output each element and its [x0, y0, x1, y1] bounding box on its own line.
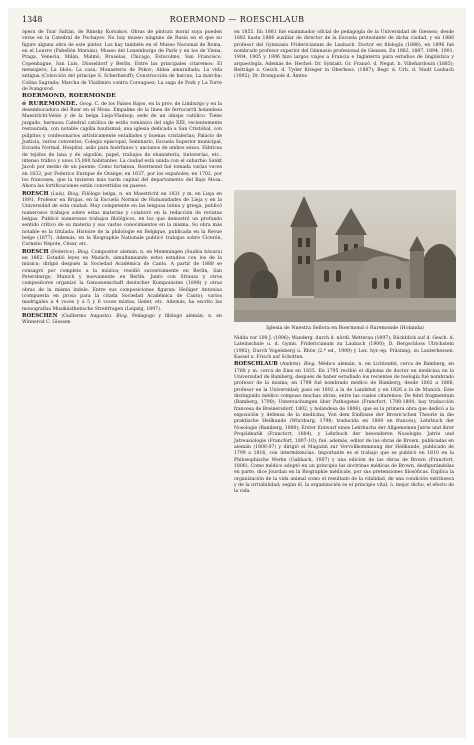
- entry-category: Geog.: [79, 101, 93, 107]
- continuation-text: ópera de Tsar Saltán, de Rimsky Korsakov. Obras de pintura moral suya pueden verse en la Catedral de Pochayev. No hay museo ninguno de Rusia en el que no figure alguna obra de este pintor. Los hay también en el Museo Nacional de Roma, en el Louvre (Pabellón Marsán), Museo del Luxemburgo de París y en los de Viena, Praga, Venecia, Milán, Malmö, Bruselas, Chicago, Estocolmo, San Francisco, Copenhague, San Luis, Düsseldorf y Berlín. Entre las principales citaremos: El mensajero; La Idolo; La caza; Monasterio de Pskov; Aldea amurallada; La vida antigua (Colección del príncipe S. Scherbatoff); Construcción de barcas; La marcha; Colina Sagrada; Marcha de Vladímiro contra Corsuguez; La saga de Pozk y La Torre de Ivangorod.: [22, 30, 222, 93]
- headword-roesch: ROESCH: [22, 190, 49, 197]
- entry-roeschlaub: [234, 361, 454, 495]
- right-column-bottom: [234, 336, 454, 496]
- page-header: [22, 14, 452, 26]
- entry-body: C. de los Países Bajos, en la prov. de Limburgo y en la desembocadura del Roer en el Mosa. Empalme de la línea de ferrocarril holandesa Maestricht-Venlo y de la belga Lieja-Vladsop; sede de un obispo católico. Tiene juzgado, hermosa Catedral católica de estilo románico del siglo XIII, recientemente restaurada, con notable capilla bautismal; una iglesia dedicada a San Cristóbal, con púlpitos y confesonarios artísticamente entallados y buenas cristalerías; Palacio de Justicia, varios conventos, Colegio episcopal, Seminario, Escuela Superior municipal, Escuela Normal, Hospital, asilo para huérfanos y ancianos de ambos sexos. Fábricas de tejidos de lana y de algodón, papel, trabajos de ebanistería, tintorerías, etc., intenso tráfico y unos 15,000 habitantes. La ciudad está unida con el suburbio Sankt Jacob por medio de un puente. Como fortaleza, Roermond fué tomada varias veces en 1632, por Federico Enrique de Orange; en 1637, por los españoles; en 1702, por los franceses, que la tuvieron más tarde capital del departamento del Bajo Mosa. Ahora las fortificaciones están convertidas en paseos.: [22, 101, 222, 190]
- church-photograph: [234, 190, 456, 322]
- entry-category: Biog.: [77, 249, 90, 255]
- headword-ruremonde: ó RUREMONDE.: [22, 100, 78, 107]
- headword-roesch: ROESCH: [22, 248, 49, 255]
- entry-roesch-federico: [22, 249, 222, 313]
- encyclopedia-page: [8, 8, 466, 738]
- entry-body: Pedagogo y filólogo alemán, n. en Winnerod C. Giessen: [22, 314, 222, 326]
- photo-caption: Iglesia de Nuestra Señora en Roermond ó Ruremonde (Holanda): [266, 326, 424, 331]
- page-number: 1348: [22, 15, 43, 24]
- headword-subtitle: (Guillermo Augusto).: [61, 314, 113, 320]
- entry-category: Biog.: [303, 362, 316, 368]
- headword-subtitle: (Federico).: [50, 249, 76, 255]
- continuation-text: Nidda vor 100 J. (1896); Wanderg. durch d. nördl. Wetterau (1897); Rückblick auf d. Gesch. d. Lateinschule u. d. Gymn. Fridericianum zu Laubach (1900); D. Bergschloss Ulrichstein (1902); Durch Vogelsberg u. Rhön (2.ª ed., 1909) y Lex. hyr.-ep. Präsinng. zu Lauterhessen. Kassel u. Frisch auf Schotten.: [234, 336, 454, 361]
- entry-roesch-luis: [22, 191, 222, 249]
- entry-category: Biog.: [116, 314, 129, 320]
- headword-roeschlaub: ROESCHLAUB: [234, 361, 278, 368]
- headword-subtitle: (Luis).: [50, 191, 66, 197]
- entry-continuation: [22, 30, 222, 93]
- entry-body: Médico alemán, n. en Lichtenfel, cerca de Bamberg, en 1768 y m. cerca de Ems en 1835. En 1795 recibió el diploma de doctor en medicina en la Universidad de Bamberg; después de haber estudiado los recientes de teología fué nombrado profesor de la misma; en 1798 fué nombrado médico de Bamberg; desde 1802 a 1806, profesor en la Universidad; pasó en 1802 a la de Landshut y en 1826 a la de Munich. Este distinguido médico compuso muchas obras, entre las cuales citaremos: De febri fragmentum (Bamberg, 1790); Untersuchungen über Pathogenie (Francfort, 1798-1800; hay traducción francesa de Breinersdorf, 1802, y holandesa de 1806), que es la primera obra que dedicó a la exposición y defensa de la medicina; Von dem Einflusse der Brown'schen Theorie in die praktische Heilkunde (Würzburg, 1798; traducida en 1800 en francés); Lehrbuch der Nosologie (Bamberg, 1800); Erster Entwurf eines Lehrbuchs der Allgemeinen Jatrie und ihrer Propädeutik (Francfort, 1804), y Lehrbuch der besonderen Nosologie, Jatrie und Jatreusiologie (Francfort, 1807-10); fué, además, editor de las obras de Brown, publicadas en alemán (1806-07) y dirigió el Magazin zur Vervollkommnung der Heilkunde, publicado de 1799 a 1816, con intermitencias. Importante es el trabajo que se publicó en 1810 en la Philosophische Werke (Gabbach, 1807) y una edición de las obras de Brown (Francfort, 1806). Como médico adoptó en un principio las doctrinas médicas de Brown, desfigurándolas en parte, dice Jourdan en la Biographie médicale, por sus pretensiones filosóficas. Explica la organización de la vida animal como el resultado de la vitalidad, de una condición extrínseca y de la irritabilidad; según él, la organización es el principio vital, ó, mejor dicho, el efecto de la vida.: [234, 362, 455, 495]
- entry-category: Biog.: [67, 191, 80, 197]
- right-column-top: [234, 30, 454, 81]
- continuation-text: en 1855. En 1881 fué examinador oficial de pedagogía de la Universidad de Giessen; desde 1882 hasta 1886 auxiliar de director de la Escuela protestante de dicha ciudad, y en 1886 profesor del Gymnasio Fridericianum de Laubach. Doctor en filología (1886), en 1896 fué nombrado profesor superior del Gimnasio profesional de Giessen. En 1882, 1887, 1894, 1901, 1904, 1905 y 1906 hizo largos viajes a Francia e Inglaterra para estudios de lingüística y arqueología. Además de: Hechel: Dr. Syntakt. Gr. Franzö. d. Negat. b. Villehardouin (1885); Beiträge z. Gesch. d. Tyder Krieger in Oberhess. (1887); Begr. d. Urb. d. Stadt Laubach (1892); Dr. Dranguole d. Ämtes: [234, 30, 454, 80]
- entry-body: Compositor alemán, n. en Memmingen (Suabia bávara) en 1862. Estudió leyes en Munich, simultaneando estos estudios con los de la música; dirigió después la Sociedad Académica de Canto. A partir de 1888 se consagró por completo a la música; residió sucesivamente en Berlín, San Petersburgo, Munich y nuevamente en Berlín. Junto con Strauss y otros compositores organizó la Genossenschaft deutscher Komponisten (1898) y otras obras de la misma índole. Entre sus composiciones figuran: Heiliger Antonius (compuesta en prosa para la citada Sociedad Académica de Canto); varios madrigales a 4 voces y a 5 y 6 voces mixtas, lieder, etc. Además, ha escrito las monografías Musikästhetische Streitfragen (Leipzig, 1897).: [22, 249, 223, 312]
- entry-body: Filólogo belga, n. en Maestricht en 1831 y m. en Lieja en 1891. Profesor en Brujas, en la Escuela Normal de Humanidades de Lieja y en la Universidad de esta ciudad. Muy competente en las lenguas latina y griega, publicó numerosos trabajos sobre estas materias y colaboró en la redacción de revistas belgas. Publicó numerosos trabajos filológicos, en los que demostró un profundo sentido crítico de su materia y sus vastos conocimientos en la misma. Su obra más notable es la titulada: Histoire de la philologie en Belgique, publicada en la Revue belge (1877). Además, en la Biographie Nationale publicó trabajos sobre Cicerón, Cornelio Nepote, César, etc.: [22, 191, 223, 248]
- headword-roermond: ROERMOND, ROERMONDE: [22, 93, 116, 100]
- entry-roeschen: [22, 313, 222, 327]
- entry-continuation-2: [234, 336, 454, 361]
- headword-subtitle: (Andrés).: [280, 362, 302, 368]
- headword-roeschen: ROESCHEN: [22, 313, 58, 320]
- entry-roermond: [22, 93, 222, 190]
- left-column: [22, 30, 222, 327]
- running-title: ROERMOND — ROESCHLAUB: [169, 15, 305, 24]
- entry-continuation: [234, 30, 454, 81]
